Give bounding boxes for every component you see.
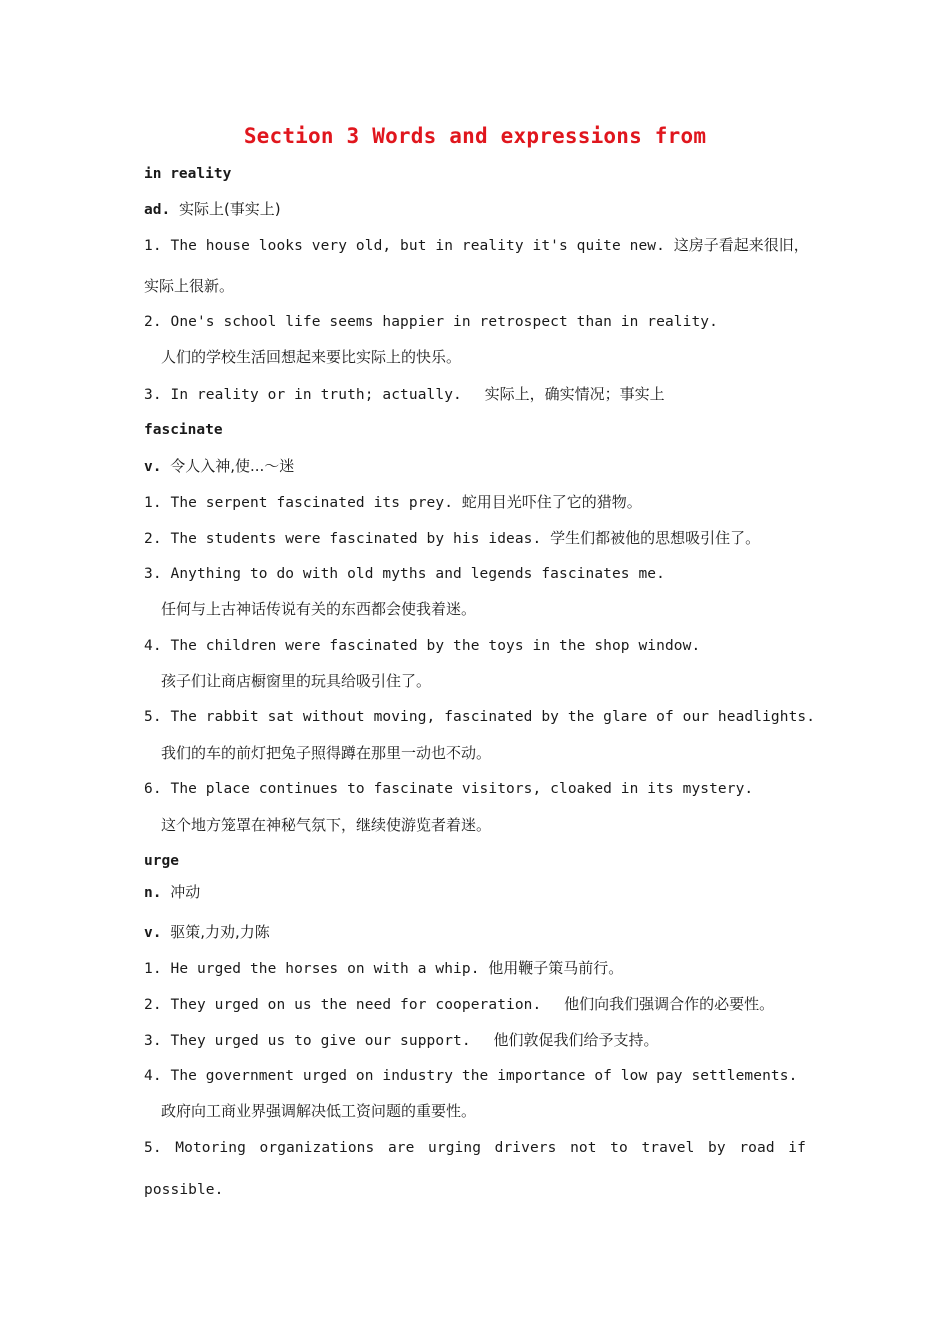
word: not [570, 1140, 597, 1156]
word: organizations [259, 1140, 375, 1156]
example-en: 3. In reality or in truth; actually. [144, 387, 462, 403]
example-cn: 这个地方笼罩在神秘气氛下，继续使游览者着迷。 [161, 816, 492, 834]
example-cn: 他们敦促我们给予支持。 [493, 1031, 659, 1049]
example-en: 5. The rabbit sat without moving, fascinated by the glare of our headlights. [144, 709, 816, 725]
meaning: 冲动 [170, 883, 201, 901]
example-cn: 孩子们让商店橱窗里的玩具给吸引住了。 [161, 672, 432, 690]
example-en: 3. They urged us to give our support. [144, 1033, 471, 1049]
entry-word-in-reality: in reality [144, 166, 232, 182]
word: road [739, 1140, 775, 1156]
example-en: 4. The children were fascinated by the toys in the shop window. [144, 638, 701, 654]
example-en: 1. He urged the horses on with a whip. [144, 961, 480, 977]
part-of-speech: ad. [144, 202, 171, 218]
example-sentence [144, 994, 774, 1015]
example-cn: 学生们都被他的思想吸引住了。 [550, 529, 761, 547]
entry-definition [144, 922, 270, 943]
example-cn: 他们向我们强调合作的必要性。 [564, 995, 775, 1013]
word: if [788, 1140, 806, 1156]
part-of-speech: v. [144, 925, 162, 941]
word: urging [428, 1140, 482, 1156]
part-of-speech: v. [144, 459, 162, 475]
example-cn-continued: 实际上很新。 [144, 277, 235, 295]
example-cn: 我们的车的前灯把兔子照得蹲在那里一动也不动。 [161, 744, 492, 762]
word: to [610, 1140, 628, 1156]
entry-definition [144, 199, 281, 220]
entry-definition [144, 456, 294, 477]
meaning: 实际上(事实上) [178, 200, 281, 218]
example-en: 4. The government urged on industry the importance of low pay settlements. [144, 1068, 798, 1084]
example-en: 2. They urged on us the need for cooperation. [144, 997, 542, 1013]
word: Motoring [175, 1140, 246, 1156]
part-of-speech: n. [144, 885, 162, 901]
word: travel [641, 1140, 695, 1156]
example-cn: 他用鞭子策马前行。 [488, 959, 624, 977]
example-cn: 政府向工商业界强调解决低工资问题的重要性。 [161, 1102, 477, 1120]
example-en: 1. The serpent fascinated its prey. [144, 495, 454, 511]
entry-word-urge: urge [144, 853, 179, 869]
example-en-continued: possible. [144, 1182, 224, 1198]
example-cn: 人们的学校生活回想起来要比实际上的快乐。 [161, 348, 462, 366]
example-en: 2. One's school life seems happier in retrospect than in reality. [144, 314, 718, 330]
page-title: Section 3 Words and expressions from [243, 124, 707, 148]
example-en: 3. Anything to do with old myths and legends fascinates me. [144, 566, 665, 582]
example-en: 6. The place continues to fascinate visitors, cloaked in its mystery. [144, 781, 754, 797]
example-sentence [144, 492, 642, 513]
example-sentence [144, 384, 665, 405]
example-sentence [144, 235, 809, 256]
example-en-justified [144, 1138, 806, 1158]
word: 5. [144, 1140, 162, 1156]
example-cn: 这房子看起来很旧， [673, 236, 809, 254]
example-sentence [144, 528, 760, 549]
example-sentence [144, 958, 623, 979]
example-cn: 任何与上古神话传说有关的东西都会使我着迷。 [161, 600, 477, 618]
word: by [708, 1140, 726, 1156]
example-en: 1. The house looks very old, but in reality it's quite new. [144, 238, 665, 254]
example-en: 2. The students were fascinated by his ideas. [144, 531, 542, 547]
entry-word-fascinate: fascinate [144, 422, 223, 438]
word: drivers [494, 1140, 557, 1156]
meaning: 驱策,力劝,力陈 [170, 923, 270, 941]
meaning: 令人入神,使...～迷 [170, 457, 295, 475]
word: are [387, 1140, 415, 1156]
example-cn: 蛇用目光吓住了它的猎物。 [461, 493, 642, 511]
example-cn: 实际上，确实情况；事实上 [484, 385, 665, 403]
entry-definition [144, 882, 200, 903]
example-sentence [144, 1030, 658, 1051]
